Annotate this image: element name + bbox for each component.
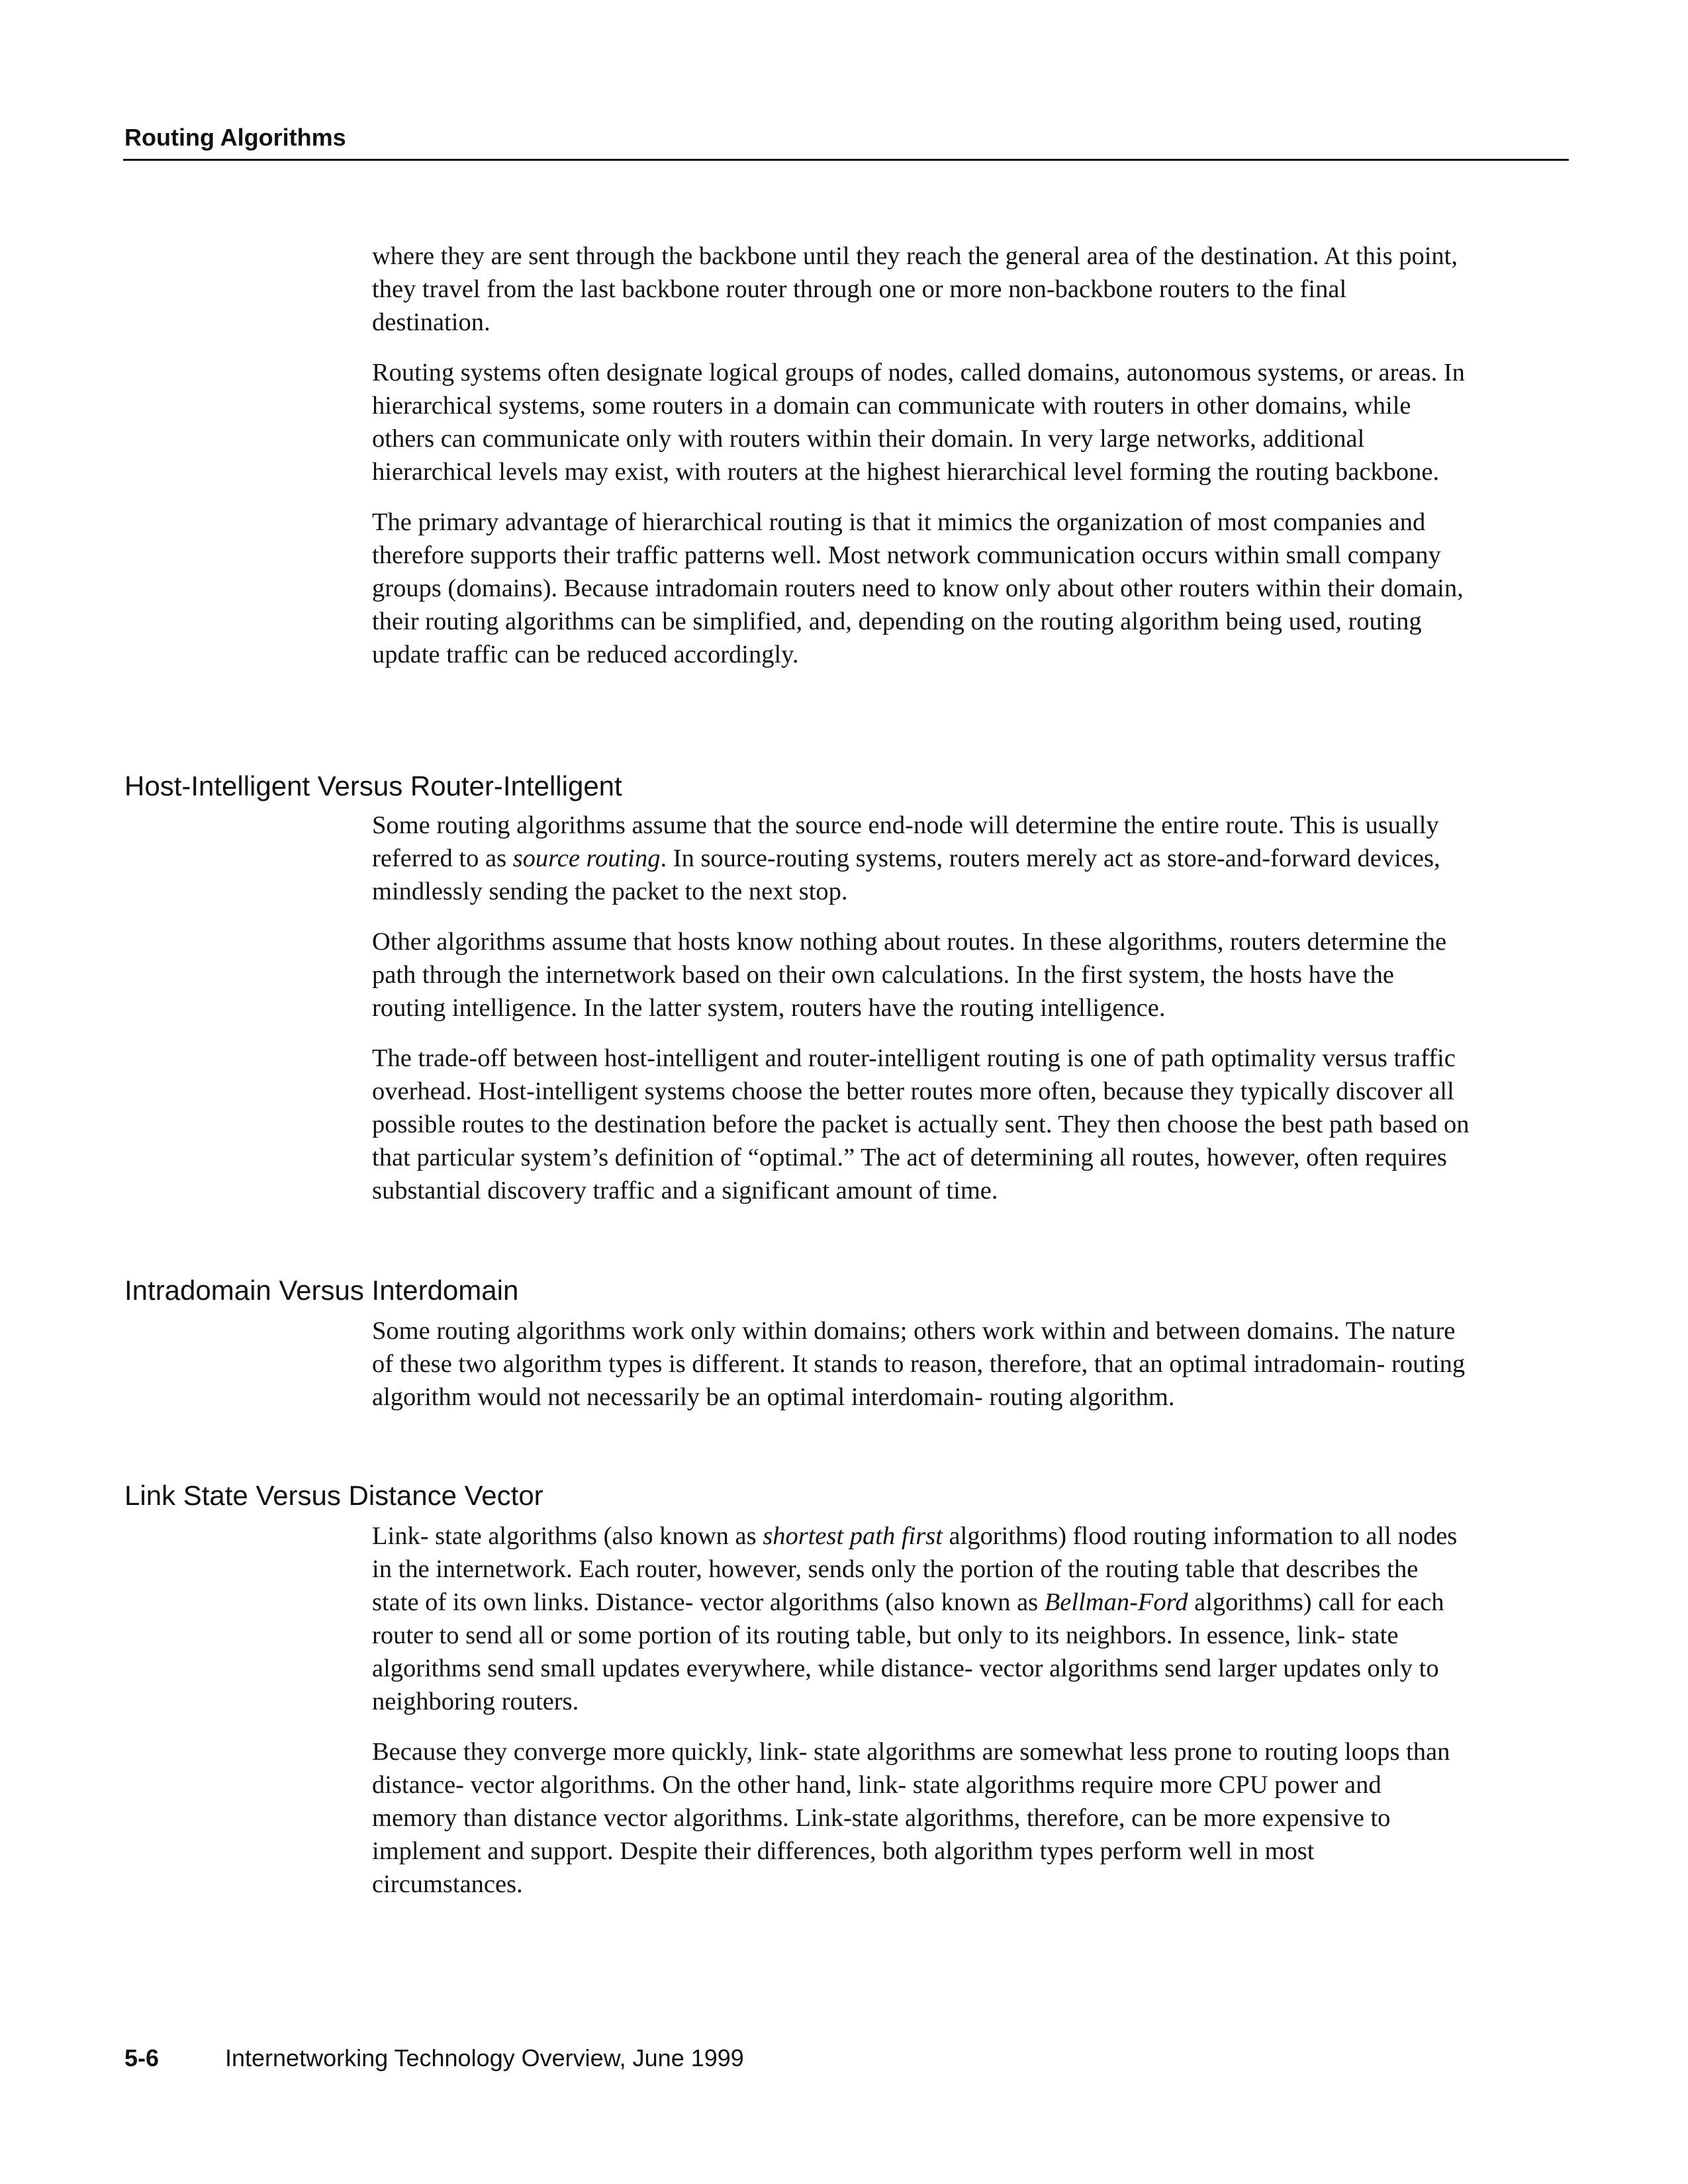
paragraph: Because they converge more quickly, link- state algorithms are somewhat less prone to routing loops than distance- vector algorithms. On the other hand, link- state algorithms require more CPU power and memory than distance vector algorithms. Link-state algorithms, therefore, can be more expensive to implement and support. Despite their differences, both algorithm types perform well in most circumstances. (372, 1738, 1450, 1898)
section-heading-host-intelligent: Host-Intelligent Versus Router-Intelligent (124, 770, 622, 801)
section-heading-intradomain: Intradomain Versus Interdomain (124, 1275, 519, 1306)
intro-section (372, 240, 1471, 688)
paragraph (372, 1520, 1471, 1718)
text-run: Some routing algorithms assume that the source end-node will determine the entire route. This is usually referred to as (372, 811, 1439, 872)
host-intelligent-section (372, 809, 1471, 1224)
text-run: algorithms) call for each router to send all or some portion of its routing table, but only to its neighbors. In essence, link- state algorithms send small updates everywhere, while distance- vector algorithms send larger updates only to neighboring routers. (372, 1588, 1444, 1715)
section-heading-link-state: Link State Versus Distance Vector (124, 1480, 543, 1511)
page-number: 5-6 (124, 2044, 160, 2071)
paragraph: The primary advantage of hierarchical routing is that it mimics the organization of most companies and therefore supports their traffic patterns well. Most network communication occurs within small company groups (domains). Because intradomain routers need to know only about other routers within their domain, their routing algorithms can be simplified, and, depending on the routing algorithm being used, routing update traffic can be reduced accordingly. (372, 508, 1464, 668)
paragraph: Other algorithms assume that hosts know nothing about routes. In these algorithms, routers determine the path through the internetwork based on their own calculations. In the first system, the hosts have the routing intelligence. In the latter system, routers have the routing intelligence. (372, 928, 1447, 1022)
text-run: . In source-routing systems, routers merely act as store-and-forward devices, mindlessly sending the packet to the next stop. (372, 844, 1440, 905)
publication-title: Internetworking Technology Overview, June 1999 (225, 2044, 744, 2071)
intradomain-section (372, 1314, 1471, 1431)
italic-term: shortest path first (763, 1522, 943, 1550)
paragraph: Some routing algorithms work only within domains; others work within and between domains. The nature of these two algorithm types is different. It stands to reason, therefore, that an optimal intradomain- routing algorithm would not necessarily be an optimal interdomain- routing algorithm. (372, 1317, 1466, 1411)
paragraph: where they are sent through the backbone until they reach the general area of the destination. At this point, they travel from the last backbone router through one or more non-backbone routers to the final destination. (372, 242, 1458, 336)
text-run: algorithms) flood routing information to all nodes in the internetwork. Each router, however, sends only the portion of the routing table that describes the state of its own links. Distance- vector algorithms (also known as (372, 1522, 1458, 1616)
text-run: Link- state algorithms (also known as (372, 1522, 763, 1550)
header-rule (123, 159, 1569, 161)
running-header-title: Routing Algorithms (124, 124, 346, 151)
italic-term: source routing (512, 844, 661, 872)
page-footer (124, 2044, 744, 2073)
paragraph: Routing systems often designate logical groups of nodes, called domains, autonomous systems, or areas. In hierarchical systems, some routers in a domain can communicate with routers in other domains, while others can communicate only with routers within their domain. In very large networks, additional hierarchical levels may exist, with routers at the highest hierarchical level forming the routing backbone. (372, 359, 1465, 486)
paragraph (372, 809, 1471, 908)
paragraph: The trade-off between host-intelligent and router-intelligent routing is one of path optimality versus traffic overhead. Host-intelligent systems choose the better routes more often, because they typically discover all possible routes to the destination before the packet is actually sent. They then choose the best path based on that particular system’s definition of “optimal.” The act of determining all routes, however, often requires substantial discovery traffic and a significant amount of time. (372, 1044, 1470, 1205)
italic-term: Bellman-Ford (1044, 1588, 1188, 1616)
link-state-section (372, 1520, 1471, 1918)
